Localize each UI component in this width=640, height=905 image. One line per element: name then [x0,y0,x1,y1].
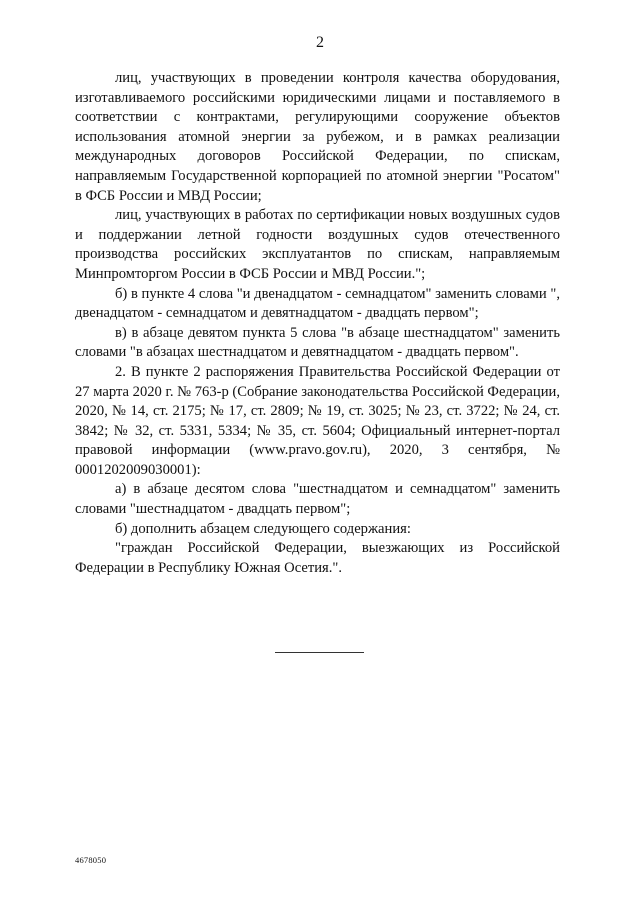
paragraph-aircraft-certification-persons: лиц, участвующих в работах по сертификации новых воздушных судов и поддержании летной годности воздушных судов отечественного производства российских эксплуатантов по спискам, направляемым Минпромторгом России в ФСБ России и МВД России."; [75,207,560,282]
paragraph-new-clause-text: "граждан Российской Федерации, выезжающих из Российской Федерации в Республику Южная Осетия.". [75,540,560,576]
paragraph-subitem-b: б) дополнить абзацем следующего содержания: [115,520,411,537]
document-code: 4678050 [75,855,107,865]
page-number: 2 [316,34,324,51]
document-body [75,69,560,578]
paragraph-quality-control-persons: лиц, участвующих в проведении контроля качества оборудования, изготавливаемого российскими юридическими лицами и поставляемого в соответствии с контрактами, регулирующими сооружение объектов использования атомной энергии за рубежом, и в рамках реализации международных договоров Российской Федерации, по спискам, направляемым Государственной корпорацией по атомной энергии "Росатом" в ФСБ России и МВД России; [75,70,560,204]
paragraph-item-5-amendment: в) в абзаце девятом пункта 5 слова "в абзаце шестнадцатом" заменить словами "в абзацах шестнадцатом и девятнадцатом - двадцать первом". [75,324,560,361]
paragraph-order-763r-amendment: 2. В пункте 2 распоряжения Правительства Российской Федерации от 27 марта 2020 г. № 763-р (Собрание законодательства Российской Федерации, 2020, № 14, ст. 2175; № 17, ст. 2809; № 19, ст. 3025; № 23, ст. 3722; № 24, ст. 3842; № 32, ст. 5331, 5334; № 35, ст. 5604; Официальный интернет-портал правовой информации (www.pravo.gov.ru), 2020, 3 сентября, № 0001202009030001): [75,363,560,478]
paragraph-item-4-amendment: б) в пункте 4 слова "и двенадцатом - семнадцатом" заменить словами ", двенадцатом - семнадцатом и девятнадцатом - двадцать первом"; [75,285,560,322]
paragraph-subitem-a: а) в абзаце десятом слова "шестнадцатом и семнадцатом" заменить словами "шестнадцатом - двадцать первом"; [75,481,560,518]
end-separator-line [275,652,364,653]
